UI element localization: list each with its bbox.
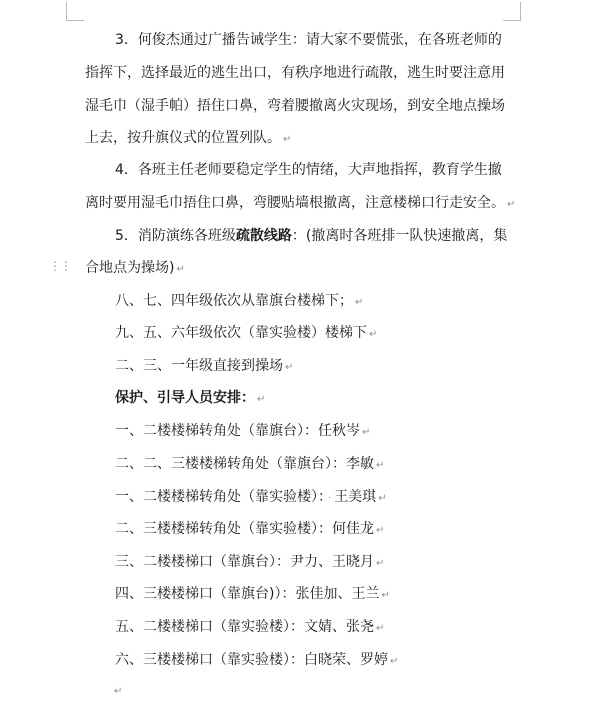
guard-text-name: 王美琪 xyxy=(334,489,377,505)
guard-heading-text: 保护、引导人员安排： xyxy=(115,390,255,406)
guard-line-3 xyxy=(115,487,387,507)
crop-mark-left-vertical xyxy=(66,2,67,20)
guard-line-2 xyxy=(115,454,384,474)
guard-text: 一、二楼楼梯转角处（靠旗台）：任秋岑 xyxy=(115,423,360,439)
crop-mark-right-vertical xyxy=(520,2,521,20)
paragraph-mark-icon: ↵ xyxy=(376,525,385,536)
guard-line-7 xyxy=(115,617,384,637)
route-line-3 xyxy=(115,356,293,376)
empty-paragraph xyxy=(112,680,122,700)
paragraph-mark-icon: ↵ xyxy=(114,686,123,697)
paragraph-3-line-4 xyxy=(85,128,291,148)
guard-line-6 xyxy=(115,584,390,604)
guard-line-1 xyxy=(115,421,370,441)
guard-text: 三、二楼楼梯口（靠旗台）：尹力、王晓月 xyxy=(115,554,374,570)
route-line-2 xyxy=(115,323,377,343)
paragraph-4-line-2-text: 离时要用湿毛巾捂住口鼻，弯腰贴墙根撤离，注意楼梯口行走安全。 xyxy=(85,195,505,211)
guard-text: 五、二楼楼梯口（靠实验楼）：文婧、张尧 xyxy=(115,619,374,635)
route-line-1 xyxy=(115,291,363,311)
paragraph-mark-icon: ↵ xyxy=(378,493,387,504)
paragraph-mark-icon: ↵ xyxy=(257,394,266,405)
paragraph-4-line-1: 4．各班主任老师要稳定学生的情绪，大声地指挥，教育学生撤 xyxy=(115,162,502,178)
paragraph-mark-icon: ↵ xyxy=(285,362,294,373)
guard-text: 四、三楼楼梯口（靠旗台)）：张佳加、王兰 xyxy=(115,586,380,602)
paragraph-mark-icon: ↵ xyxy=(390,656,399,667)
paragraph-3-line-4-text: 上去，按升旗仪式的位置列队。 xyxy=(85,130,281,146)
paragraph-mark-icon: ↵ xyxy=(376,623,385,634)
paragraph-5-prefix: 5．消防演练各班级 xyxy=(115,228,236,244)
route-text: 九、五、六年级依次（靠实验楼）楼梯下 xyxy=(115,325,367,341)
paragraph-mark-icon: ↵ xyxy=(381,590,390,601)
space-mark-icon: · xyxy=(328,493,332,504)
paragraph-5-line-1 xyxy=(115,226,507,246)
route-text: 二、三、一年级直接到操场 xyxy=(115,358,283,374)
guard-text-prefix: 一、二楼楼梯转角处（靠实验楼）： xyxy=(115,489,325,505)
guard-text: 二、三楼楼梯转角处（靠实验楼）：何佳龙 xyxy=(115,521,374,537)
paragraph-mark-icon: ↵ xyxy=(176,264,185,275)
guard-line-5 xyxy=(115,552,384,572)
crop-mark-left-horizontal xyxy=(66,20,84,21)
route-text: 八、七、四年级依次从靠旗台楼梯下； xyxy=(115,293,353,309)
guard-line-4 xyxy=(115,519,384,539)
paragraph-mark-icon: ↵ xyxy=(376,558,385,569)
paragraph-4-line-2 xyxy=(85,193,515,213)
guard-text: 六、三楼楼梯口（靠实验楼）：白晓荣、罗婷 xyxy=(115,652,388,668)
paragraph-3-line-1: 3．何俊杰通过广播告诫学生：请大家不要慌张，在各班老师的 xyxy=(115,32,502,48)
guard-line-8 xyxy=(115,650,398,670)
paragraph-5-line-2-text: 合地点为操场) xyxy=(85,260,175,276)
paragraph-3-line-3: 湿毛巾（湿手帕）捂住口鼻，弯着腰撤离火灾现场，到安全地点操场 xyxy=(85,98,505,114)
paragraph-mark-icon: ↵ xyxy=(283,134,292,145)
crop-mark-right-horizontal xyxy=(503,20,521,21)
paragraph-5-suffix: ：(撤离时各班排一队快速撤离，集 xyxy=(291,228,508,244)
guard-heading xyxy=(115,388,265,408)
paragraph-move-handle-icon[interactable]: ⋮⋮ xyxy=(49,259,71,273)
paragraph-mark-icon: ↵ xyxy=(355,297,364,308)
paragraph-mark-icon: ↵ xyxy=(507,199,516,210)
paragraph-mark-icon: ↵ xyxy=(369,329,378,340)
paragraph-5-bold-term: 疏散线路 xyxy=(235,228,292,244)
guard-text: 二、二、三楼楼梯转角处（靠旗台）：李敏 xyxy=(115,456,374,472)
paragraph-5-line-2 xyxy=(85,258,185,278)
paragraph-3-line-2: 指挥下，选择最近的逃生出口，有秩序地进行疏散，逃生时要注意用 xyxy=(85,65,505,81)
paragraph-mark-icon: ↵ xyxy=(376,460,385,471)
paragraph-mark-icon: ↵ xyxy=(362,427,371,438)
